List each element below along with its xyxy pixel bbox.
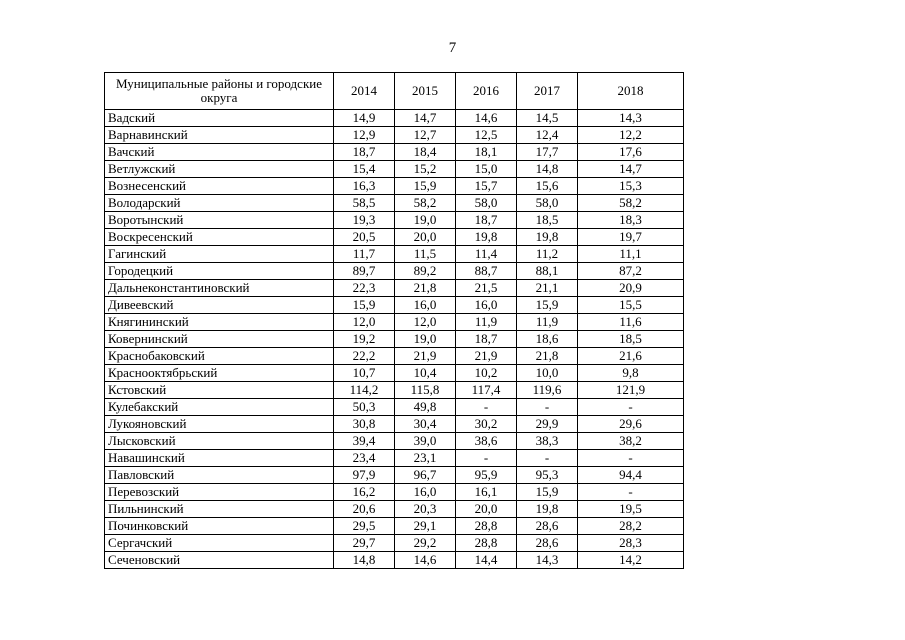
table-row bbox=[105, 484, 684, 501]
value-cell: 11,4 bbox=[456, 246, 517, 263]
value-cell: 38,3 bbox=[517, 433, 578, 450]
table-row bbox=[105, 314, 684, 331]
value-cell: 19,0 bbox=[395, 212, 456, 229]
value-cell: 17,7 bbox=[517, 144, 578, 161]
value-cell: 28,8 bbox=[456, 518, 517, 535]
value-cell: 39,0 bbox=[395, 433, 456, 450]
value-cell: 18,7 bbox=[456, 212, 517, 229]
value-cell: 20,9 bbox=[578, 280, 684, 297]
table-row bbox=[105, 212, 684, 229]
value-cell: 21,9 bbox=[395, 348, 456, 365]
district-name-cell: Сеченовский bbox=[105, 552, 334, 569]
value-cell: 88,1 bbox=[517, 263, 578, 280]
table-row bbox=[105, 263, 684, 280]
value-cell: 16,2 bbox=[334, 484, 395, 501]
header-year: 2017 bbox=[517, 73, 578, 110]
value-cell: 15,7 bbox=[456, 178, 517, 195]
value-cell: 18,3 bbox=[578, 212, 684, 229]
value-cell: 89,7 bbox=[334, 263, 395, 280]
district-name-cell: Краснобаковский bbox=[105, 348, 334, 365]
value-cell: - bbox=[456, 450, 517, 467]
value-cell: 19,8 bbox=[456, 229, 517, 246]
district-name-cell: Дивеевский bbox=[105, 297, 334, 314]
header-year: 2016 bbox=[456, 73, 517, 110]
value-cell: 9,8 bbox=[578, 365, 684, 382]
district-name-cell: Навашинский bbox=[105, 450, 334, 467]
value-cell: 16,1 bbox=[456, 484, 517, 501]
table-row bbox=[105, 297, 684, 314]
header-year: 2014 bbox=[334, 73, 395, 110]
district-name-cell: Перевозский bbox=[105, 484, 334, 501]
district-name-cell: Сергачский bbox=[105, 535, 334, 552]
value-cell: 50,3 bbox=[334, 399, 395, 416]
table-row bbox=[105, 501, 684, 518]
table-row bbox=[105, 195, 684, 212]
value-cell: 11,2 bbox=[517, 246, 578, 263]
value-cell: - bbox=[578, 399, 684, 416]
header-year: 2018 bbox=[578, 73, 684, 110]
value-cell: 12,0 bbox=[334, 314, 395, 331]
value-cell: 20,5 bbox=[334, 229, 395, 246]
value-cell: 14,3 bbox=[578, 110, 684, 127]
value-cell: 95,9 bbox=[456, 467, 517, 484]
table-row bbox=[105, 535, 684, 552]
value-cell: 10,4 bbox=[395, 365, 456, 382]
value-cell: 19,2 bbox=[334, 331, 395, 348]
value-cell: 16,0 bbox=[395, 484, 456, 501]
district-name-cell: Вознесенский bbox=[105, 178, 334, 195]
value-cell: 18,5 bbox=[517, 212, 578, 229]
value-cell: 14,4 bbox=[456, 552, 517, 569]
value-cell: 21,9 bbox=[456, 348, 517, 365]
value-cell: 20,3 bbox=[395, 501, 456, 518]
value-cell: 14,5 bbox=[517, 110, 578, 127]
district-name-cell: Варнавинский bbox=[105, 127, 334, 144]
value-cell: 58,5 bbox=[334, 195, 395, 212]
value-cell: 11,7 bbox=[334, 246, 395, 263]
value-cell: 23,4 bbox=[334, 450, 395, 467]
value-cell: 21,8 bbox=[517, 348, 578, 365]
district-name-cell: Гагинский bbox=[105, 246, 334, 263]
value-cell: 14,6 bbox=[395, 552, 456, 569]
value-cell: 16,3 bbox=[334, 178, 395, 195]
value-cell: 12,0 bbox=[395, 314, 456, 331]
district-name-cell: Воротынский bbox=[105, 212, 334, 229]
value-cell: 14,2 bbox=[578, 552, 684, 569]
value-cell: 58,2 bbox=[395, 195, 456, 212]
value-cell: 115,8 bbox=[395, 382, 456, 399]
value-cell: 29,5 bbox=[334, 518, 395, 535]
table-row bbox=[105, 246, 684, 263]
value-cell: 96,7 bbox=[395, 467, 456, 484]
value-cell: 15,9 bbox=[334, 297, 395, 314]
value-cell: 14,6 bbox=[456, 110, 517, 127]
value-cell: 16,0 bbox=[456, 297, 517, 314]
value-cell: 11,6 bbox=[578, 314, 684, 331]
value-cell: 15,9 bbox=[517, 297, 578, 314]
district-name-cell: Краснооктябрьский bbox=[105, 365, 334, 382]
value-cell: 11,1 bbox=[578, 246, 684, 263]
district-name-cell: Пильнинский bbox=[105, 501, 334, 518]
value-cell: 20,0 bbox=[456, 501, 517, 518]
table-row bbox=[105, 229, 684, 246]
table-row bbox=[105, 331, 684, 348]
value-cell: 29,9 bbox=[517, 416, 578, 433]
value-cell: 19,5 bbox=[578, 501, 684, 518]
value-cell: 10,0 bbox=[517, 365, 578, 382]
value-cell: 21,1 bbox=[517, 280, 578, 297]
header-name-column: Муниципальные районы и городские округа bbox=[105, 73, 334, 110]
value-cell: 19,8 bbox=[517, 229, 578, 246]
value-cell: 14,3 bbox=[517, 552, 578, 569]
value-cell: 28,8 bbox=[456, 535, 517, 552]
value-cell: 18,1 bbox=[456, 144, 517, 161]
table-row bbox=[105, 144, 684, 161]
table-row bbox=[105, 433, 684, 450]
value-cell: 15,9 bbox=[517, 484, 578, 501]
district-name-cell: Лукояновский bbox=[105, 416, 334, 433]
value-cell: 95,3 bbox=[517, 467, 578, 484]
value-cell: 58,0 bbox=[456, 195, 517, 212]
value-cell: 28,2 bbox=[578, 518, 684, 535]
district-name-cell: Вачский bbox=[105, 144, 334, 161]
value-cell: - bbox=[578, 450, 684, 467]
value-cell: 15,4 bbox=[334, 161, 395, 178]
value-cell: 29,1 bbox=[395, 518, 456, 535]
value-cell: 14,8 bbox=[517, 161, 578, 178]
value-cell: 12,2 bbox=[578, 127, 684, 144]
value-cell: 18,7 bbox=[456, 331, 517, 348]
value-cell: - bbox=[578, 484, 684, 501]
value-cell: 22,2 bbox=[334, 348, 395, 365]
table-row bbox=[105, 178, 684, 195]
value-cell: 29,7 bbox=[334, 535, 395, 552]
value-cell: 94,4 bbox=[578, 467, 684, 484]
value-cell: 12,7 bbox=[395, 127, 456, 144]
value-cell: 14,9 bbox=[334, 110, 395, 127]
value-cell: 38,6 bbox=[456, 433, 517, 450]
value-cell: - bbox=[517, 399, 578, 416]
value-cell: 58,0 bbox=[517, 195, 578, 212]
value-cell: 38,2 bbox=[578, 433, 684, 450]
value-cell: 11,9 bbox=[456, 314, 517, 331]
page-number: 7 bbox=[448, 40, 457, 56]
value-cell: 58,2 bbox=[578, 195, 684, 212]
value-cell: 19,3 bbox=[334, 212, 395, 229]
value-cell: 11,5 bbox=[395, 246, 456, 263]
district-name-cell: Починковский bbox=[105, 518, 334, 535]
value-cell: - bbox=[517, 450, 578, 467]
table-row bbox=[105, 552, 684, 569]
value-cell: - bbox=[456, 399, 517, 416]
table-body bbox=[105, 110, 684, 569]
value-cell: 10,7 bbox=[334, 365, 395, 382]
value-cell: 15,2 bbox=[395, 161, 456, 178]
value-cell: 28,6 bbox=[517, 518, 578, 535]
table-row bbox=[105, 127, 684, 144]
value-cell: 29,2 bbox=[395, 535, 456, 552]
value-cell: 117,4 bbox=[456, 382, 517, 399]
district-name-cell: Городецкий bbox=[105, 263, 334, 280]
value-cell: 119,6 bbox=[517, 382, 578, 399]
value-cell: 12,4 bbox=[517, 127, 578, 144]
value-cell: 11,9 bbox=[517, 314, 578, 331]
value-cell: 114,2 bbox=[334, 382, 395, 399]
value-cell: 12,5 bbox=[456, 127, 517, 144]
district-name-cell: Ковернинский bbox=[105, 331, 334, 348]
value-cell: 15,9 bbox=[395, 178, 456, 195]
district-name-cell: Кулебакский bbox=[105, 399, 334, 416]
value-cell: 20,6 bbox=[334, 501, 395, 518]
value-cell: 18,4 bbox=[395, 144, 456, 161]
value-cell: 21,6 bbox=[578, 348, 684, 365]
value-cell: 28,6 bbox=[517, 535, 578, 552]
value-cell: 49,8 bbox=[395, 399, 456, 416]
value-cell: 15,0 bbox=[456, 161, 517, 178]
municipal-data-table bbox=[104, 72, 684, 569]
district-name-cell: Володарский bbox=[105, 195, 334, 212]
table-row bbox=[105, 280, 684, 297]
value-cell: 16,0 bbox=[395, 297, 456, 314]
district-name-cell: Кстовский bbox=[105, 382, 334, 399]
value-cell: 87,2 bbox=[578, 263, 684, 280]
table-row bbox=[105, 416, 684, 433]
value-cell: 30,4 bbox=[395, 416, 456, 433]
value-cell: 18,6 bbox=[517, 331, 578, 348]
value-cell: 19,7 bbox=[578, 229, 684, 246]
table-row bbox=[105, 467, 684, 484]
value-cell: 14,8 bbox=[334, 552, 395, 569]
value-cell: 15,3 bbox=[578, 178, 684, 195]
value-cell: 30,8 bbox=[334, 416, 395, 433]
value-cell: 18,7 bbox=[334, 144, 395, 161]
district-name-cell: Княгининский bbox=[105, 314, 334, 331]
table-row bbox=[105, 518, 684, 535]
value-cell: 15,6 bbox=[517, 178, 578, 195]
value-cell: 29,6 bbox=[578, 416, 684, 433]
value-cell: 28,3 bbox=[578, 535, 684, 552]
value-cell: 23,1 bbox=[395, 450, 456, 467]
value-cell: 88,7 bbox=[456, 263, 517, 280]
value-cell: 97,9 bbox=[334, 467, 395, 484]
table-row bbox=[105, 365, 684, 382]
value-cell: 18,5 bbox=[578, 331, 684, 348]
table-row bbox=[105, 161, 684, 178]
value-cell: 12,9 bbox=[334, 127, 395, 144]
value-cell: 14,7 bbox=[395, 110, 456, 127]
value-cell: 15,5 bbox=[578, 297, 684, 314]
value-cell: 21,8 bbox=[395, 280, 456, 297]
district-name-cell: Вадский bbox=[105, 110, 334, 127]
table-row bbox=[105, 450, 684, 467]
value-cell: 89,2 bbox=[395, 263, 456, 280]
table-header-row bbox=[105, 73, 684, 110]
value-cell: 121,9 bbox=[578, 382, 684, 399]
district-name-cell: Лысковский bbox=[105, 433, 334, 450]
value-cell: 14,7 bbox=[578, 161, 684, 178]
value-cell: 19,8 bbox=[517, 501, 578, 518]
value-cell: 22,3 bbox=[334, 280, 395, 297]
district-name-cell: Дальнеконстантиновский bbox=[105, 280, 334, 297]
value-cell: 10,2 bbox=[456, 365, 517, 382]
table-row bbox=[105, 399, 684, 416]
header-year: 2015 bbox=[395, 73, 456, 110]
district-name-cell: Воскресенский bbox=[105, 229, 334, 246]
district-name-cell: Ветлужский bbox=[105, 161, 334, 178]
table-row bbox=[105, 348, 684, 365]
value-cell: 39,4 bbox=[334, 433, 395, 450]
value-cell: 30,2 bbox=[456, 416, 517, 433]
value-cell: 20,0 bbox=[395, 229, 456, 246]
value-cell: 19,0 bbox=[395, 331, 456, 348]
district-name-cell: Павловский bbox=[105, 467, 334, 484]
value-cell: 21,5 bbox=[456, 280, 517, 297]
table-row bbox=[105, 382, 684, 399]
table-row bbox=[105, 110, 684, 127]
value-cell: 17,6 bbox=[578, 144, 684, 161]
